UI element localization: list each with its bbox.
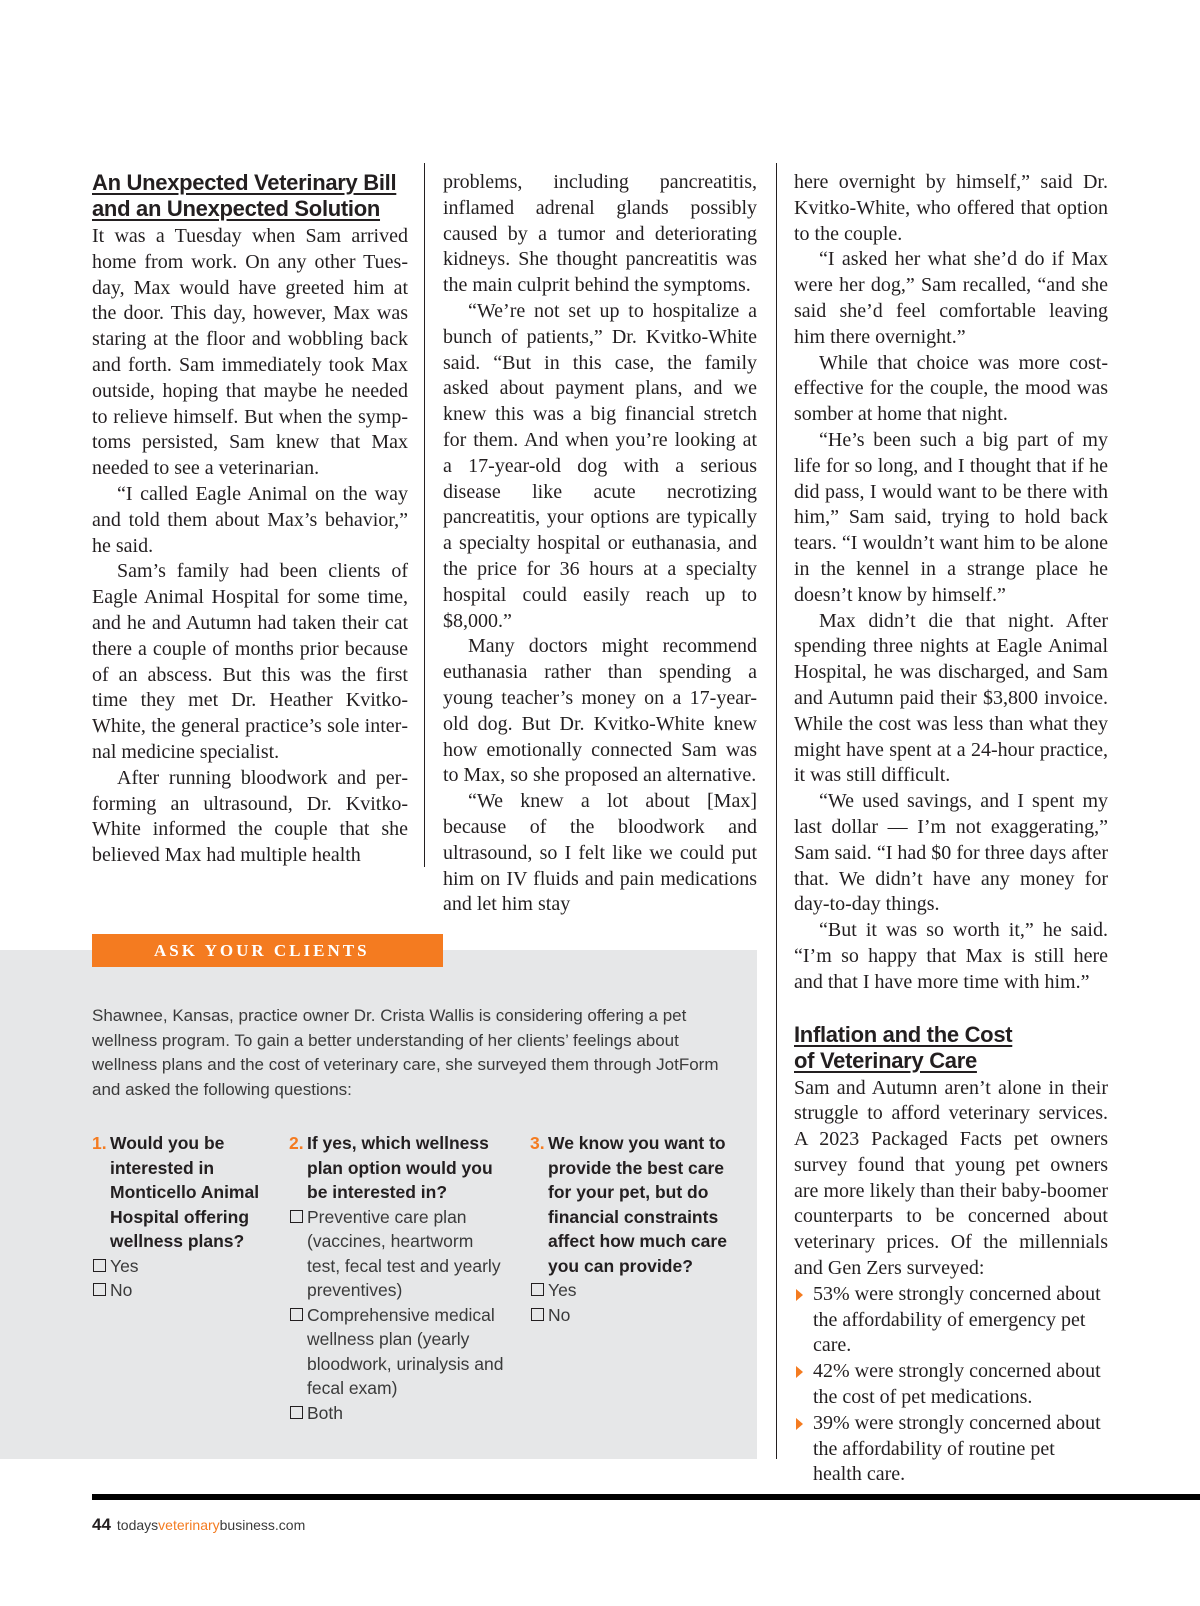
option-no[interactable]: No: [530, 1303, 730, 1328]
option-comprehensive-plan[interactable]: Comprehensive medical wellness plan (yearly bloodwork, urinalysis and fecal exam): [289, 1303, 509, 1401]
stat-bullet-list: [794, 1282, 1108, 1488]
site-url-prefix: todays: [116, 1517, 159, 1533]
bullet-arrow-icon: [796, 1418, 803, 1430]
checkbox-icon[interactable]: [290, 1210, 303, 1223]
survey-question-3: [530, 1131, 730, 1327]
column-divider: [424, 163, 425, 867]
option-no[interactable]: No: [92, 1278, 272, 1303]
footer-rule: [92, 1494, 1200, 1500]
bullet-arrow-icon: [796, 1366, 803, 1378]
checkbox-icon[interactable]: [531, 1283, 544, 1296]
paragraph: Sam and Autumn aren’t alone in their struggle to afford veterinary services. A 2023 Packaged Facts pet owners survey found that young pet owners are more likely than their baby-boomer counterparts to be concerned about veterinary prices. Of the millennials and Gen Zers surveyed:: [794, 1076, 1108, 1280]
option-preventive-plan[interactable]: Preventive care plan (vaccines, heartworm test, fecal test and yearly preventives): [289, 1205, 509, 1303]
page-footer: [92, 1515, 305, 1535]
paragraph: Max didn’t die that night. After spending three nights at Eagle Animal Hospital, he was discharged, and Sam and Autumn paid their $3,800 invoice. While the cost was less than what they might have spent at a 24-hour practice, it was still difficult.: [794, 609, 1108, 787]
checkbox-icon[interactable]: [290, 1406, 303, 1419]
list-item: 53% were strongly concerned about the affordability of emergency pet care.: [794, 1282, 1108, 1359]
paragraph: Many doctors might recommend euthanasia rather than spending a young teacher’s money on a 17-year-old dog. But Dr. Kvitko-White knew how emotionally connected Sam was to Max, so she proposed an alternative.: [443, 635, 757, 787]
ask-your-clients-banner: ASK YOUR CLIENTS: [92, 934, 443, 967]
ask-intro-text: Shawnee, Kansas, practice owner Dr. Crista Wallis is considering offering a pet wellness program. To gain a better understanding of her clients’ feelings about wellness plans and the cost of veterinary care, she surveyed them through JotForm and asked the following questions:: [92, 1006, 719, 1099]
paragraph: “We knew a lot about [Max] because of the bloodwork and ultrasound, so I felt like we could put him on IV fluids and pain medications and let him stay: [443, 790, 757, 916]
paragraph: While that choice was more cost-effective for the couple, the mood was somber at home that night.: [794, 351, 1108, 426]
paragraph: “We used savings, and I spent my last dollar — I’m not exaggerating,” Sam said. “I had $0 for three days after that. We didn’t have any money for day-to-day things.: [794, 790, 1108, 916]
paragraph: here overnight by himself,” said Dr. Kvitko-White, who offered that option to the couple.: [794, 171, 1108, 245]
question-text: Would you be interested in Monticello Animal Hospital offering wellness plans?: [110, 1133, 260, 1251]
site-url-accent: veterinary: [158, 1517, 220, 1533]
survey-question-1: [92, 1131, 272, 1303]
column-divider: [776, 163, 777, 1459]
paragraph: After running bloodwork and performing an ultrasound, Dr. Kvitko-White informed the couple that she believed Max had multiple health: [92, 766, 408, 867]
article-column-3: [794, 170, 1108, 1488]
paragraph: “He’s been such a big part of my life for so long, and I thought that if he did pass, I would want to be there with him,” Sam said, trying to hold back tears. “I wouldn’t want him to be alone in the kennel in a strange place he doesn’t know by himself.”: [794, 428, 1108, 606]
paragraph: “I asked her what she’d do if Max were her dog,” Sam recalled, “and she said she’d feel comfortable leaving him there overnight.”: [794, 248, 1108, 348]
option-yes[interactable]: Yes: [530, 1278, 730, 1303]
checkbox-icon[interactable]: [531, 1308, 544, 1321]
paragraph: “I called Eagle Animal on the way and told them about Max’s behavior,” he said.: [92, 482, 408, 557]
survey-question-2: [289, 1131, 509, 1425]
article-column-1: [92, 170, 408, 869]
list-item: 39% were strongly concerned about the affordability of routine pet health care.: [794, 1411, 1108, 1488]
question-text: We know you want to provide the best care for your pet, but do financial constraints affect how much care you can provide?: [548, 1133, 727, 1276]
question-number: 3.: [530, 1133, 545, 1153]
paragraph: problems, including pancreatitis, inflamed adrenal glands possibly caused by a tumor and deteriorating kidneys. She thought pancreatitis was the main culprit behind the symptoms.: [443, 171, 757, 297]
checkbox-icon[interactable]: [93, 1259, 106, 1272]
option-both[interactable]: Both: [289, 1401, 509, 1426]
question-text: If yes, which wellness plan option would you be interested in?: [307, 1133, 493, 1202]
checkbox-icon[interactable]: [290, 1308, 303, 1321]
page-number: 44: [92, 1515, 111, 1534]
section-heading-unexpected-bill: An Unexpected Veterinary Bill and an Unexpected Solution: [92, 170, 397, 221]
paragraph: It was a Tuesday when Sam arrived home from work. On any other Tuesday, Max would have greeted him at the door. This day, however, Max was staring at the floor and wobbling back and forth. Sam immediately took Max outside, hoping that maybe he needed to relieve himself. But when the symptoms persisted, Sam knew that Max needed to see a veterinarian.: [92, 225, 408, 480]
paragraph: “We’re not set up to hospitalize a bunch of patients,” Dr. Kvitko-White said. “But in this case, the family asked about payment plans, and we knew this was a big financial stretch for them. And when you’re looking at a 17-year-old dog with a serious disease like acute necrotizing pancreatitis, your options are typically a specialty hospital or euthanasia, and the price for 36 hours at a specialty hospital could easily reach up to $8,000.”: [443, 299, 757, 632]
site-url-suffix: business.com: [219, 1517, 306, 1533]
paragraph: Sam’s family had been clients of Eagle Animal Hospital for some time, and he and Autumn had taken their cat there a couple of months prior because of an abscess. But this was the first time they met Dr. Heather Kvitko-White, the general practice’s sole internal medicine specialist.: [92, 560, 408, 763]
checkbox-icon[interactable]: [93, 1283, 106, 1296]
paragraph: “But it was so worth it,” he said. “I’m so happy that Max is still here and that I have more time with him.”: [794, 919, 1108, 993]
question-number: 1.: [92, 1133, 107, 1153]
bullet-arrow-icon: [796, 1289, 803, 1301]
list-item: 42% were strongly concerned about the cost of pet medications.: [794, 1359, 1108, 1411]
question-number: 2.: [289, 1133, 304, 1153]
article-column-2: [443, 170, 757, 918]
option-yes[interactable]: Yes: [92, 1254, 272, 1279]
section-heading-inflation: Inflation and the Cost of Veterinary Care: [794, 1021, 1013, 1073]
